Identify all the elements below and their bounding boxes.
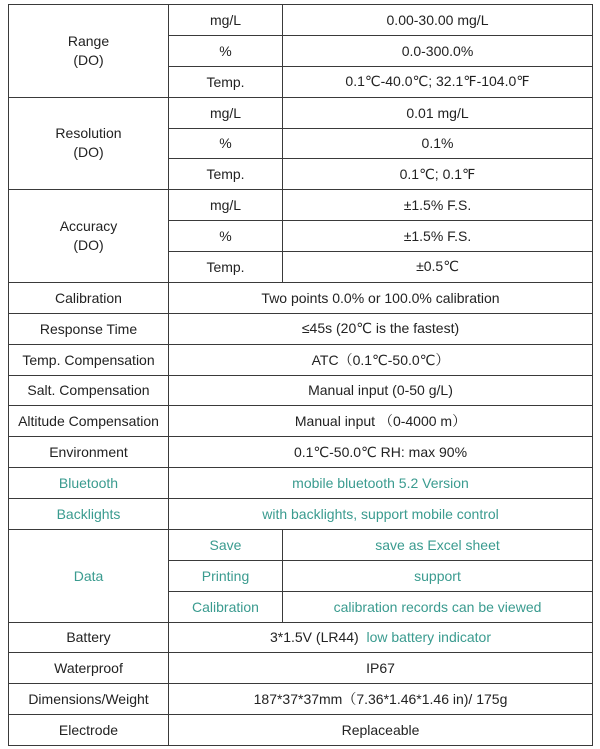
altitude-compensation-row [9, 406, 593, 437]
data-feature: Calibration [169, 591, 283, 622]
waterproof-row [9, 653, 593, 684]
range-label-name: Range [67, 32, 110, 49]
salt-compensation-label: Salt. Compensation [9, 375, 169, 406]
dimensions-row [9, 684, 593, 715]
resolution-unit: mg/L [169, 97, 283, 128]
accuracy-row-mgl [9, 190, 593, 221]
backlights-row [9, 499, 593, 530]
resolution-value: 0.1℃; 0.1℉ [283, 159, 593, 190]
range-unit: % [169, 35, 283, 66]
accuracy-value: ±0.5℃ [283, 252, 593, 283]
resolution-value: 0.1% [283, 128, 593, 159]
data-value: support [283, 560, 593, 591]
range-label [9, 5, 169, 98]
battery-value-cell [169, 622, 593, 653]
battery-note: low battery indicator [366, 629, 491, 646]
dimensions-value: 187*37*37mm（7.36*1.46*1.46 in)/ 175g [169, 684, 593, 715]
data-feature: Save [169, 529, 283, 560]
bluetooth-label: Bluetooth [9, 468, 169, 499]
data-value: calibration records can be viewed [283, 591, 593, 622]
accuracy-label [9, 190, 169, 283]
accuracy-unit: % [169, 221, 283, 252]
range-unit: Temp. [169, 66, 283, 97]
altitude-compensation-label: Altitude Compensation [9, 406, 169, 437]
accuracy-label-name: Accuracy [59, 218, 118, 235]
calibration-row [9, 282, 593, 313]
accuracy-value: ±1.5% F.S. [283, 221, 593, 252]
environment-row [9, 437, 593, 468]
spec-table [8, 4, 593, 746]
resolution-value: 0.01 mg/L [283, 97, 593, 128]
electrode-label: Electrode [9, 715, 169, 746]
resolution-label-name: Resolution [55, 125, 122, 142]
accuracy-unit: Temp. [169, 252, 283, 283]
calibration-value: Two points 0.0% or 100.0% calibration [169, 282, 593, 313]
range-value: 0.00-30.00 mg/L [283, 5, 593, 36]
data-row-save [9, 529, 593, 560]
data-feature: Printing [169, 560, 283, 591]
salt-compensation-value: Manual input (0-50 g/L) [169, 375, 593, 406]
data-label: Data [9, 529, 169, 622]
environment-label: Environment [9, 437, 169, 468]
bluetooth-value: mobile bluetooth 5.2 Version [169, 468, 593, 499]
range-value: 0.0-300.0% [283, 35, 593, 66]
resolution-unit: % [169, 128, 283, 159]
backlights-label: Backlights [9, 499, 169, 530]
range-label-sub: (DO) [73, 51, 104, 68]
environment-value: 0.1℃-50.0℃ RH: max 90% [169, 437, 593, 468]
dimensions-label: Dimensions/Weight [9, 684, 169, 715]
waterproof-value: IP67 [169, 653, 593, 684]
resolution-label-sub: (DO) [73, 144, 104, 161]
range-value: 0.1℃-40.0℃; 32.1℉-104.0℉ [283, 66, 593, 97]
battery-row [9, 622, 593, 653]
calibration-label: Calibration [9, 282, 169, 313]
battery-value: 3*1.5V (LR44) [269, 629, 359, 646]
salt-compensation-row [9, 375, 593, 406]
response-time-row [9, 313, 593, 344]
resolution-unit: Temp. [169, 159, 283, 190]
range-row-mgl [9, 5, 593, 36]
electrode-row [9, 715, 593, 746]
electrode-value: Replaceable [169, 715, 593, 746]
accuracy-label-sub: (DO) [73, 237, 104, 254]
battery-label: Battery [9, 622, 169, 653]
bluetooth-row [9, 468, 593, 499]
accuracy-value: ±1.5% F.S. [283, 190, 593, 221]
altitude-compensation-value: Manual input （0-4000 m） [169, 406, 593, 437]
resolution-row-mgl [9, 97, 593, 128]
response-time-label: Response Time [9, 313, 169, 344]
accuracy-unit: mg/L [169, 190, 283, 221]
temp-compensation-label: Temp. Compensation [9, 344, 169, 375]
response-time-value: ≤45s (20℃ is the fastest) [169, 313, 593, 344]
data-value: save as Excel sheet [283, 529, 593, 560]
resolution-label [9, 97, 169, 190]
waterproof-label: Waterproof [9, 653, 169, 684]
range-unit: mg/L [169, 5, 283, 36]
temp-compensation-row [9, 344, 593, 375]
temp-compensation-value: ATC（0.1℃-50.0℃） [169, 344, 593, 375]
backlights-value: with backlights, support mobile control [169, 499, 593, 530]
